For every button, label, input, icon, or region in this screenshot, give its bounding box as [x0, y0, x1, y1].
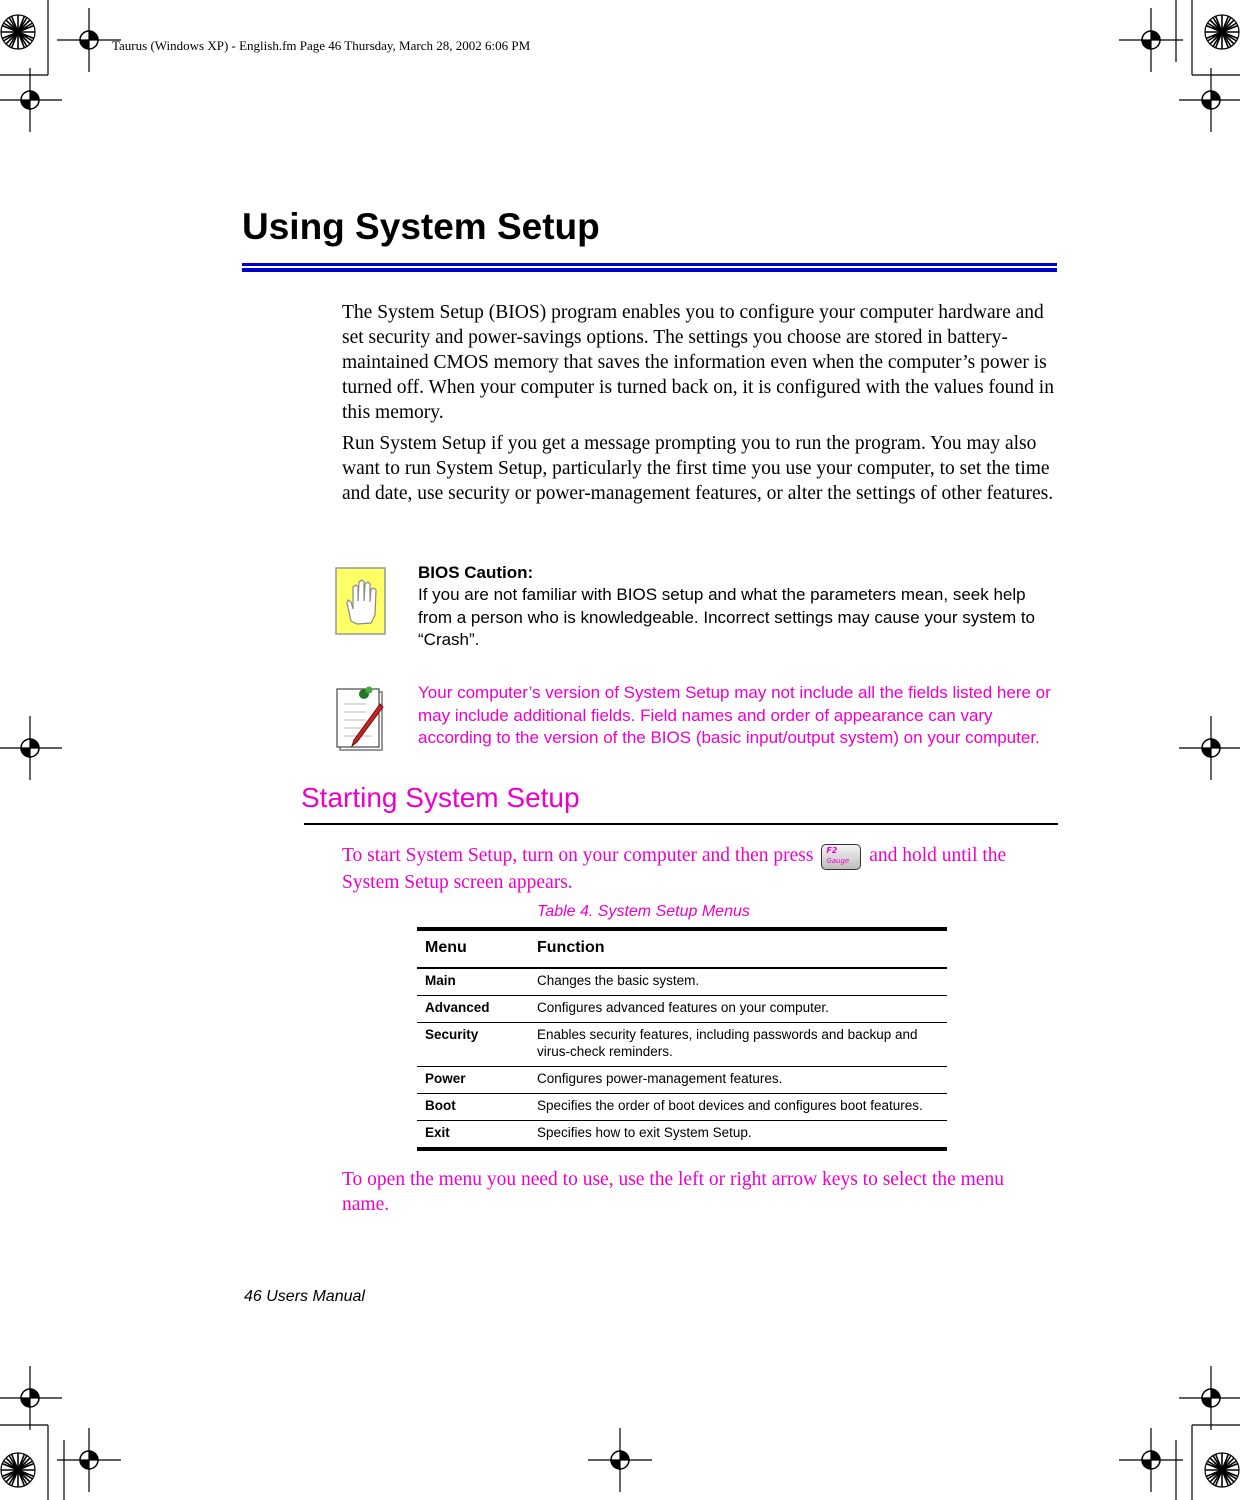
open-menu-instructions: To open the menu you need to use, use the left or right arrow keys to select the menu name.: [342, 1169, 1004, 1215]
section-title: Starting System Setup: [301, 782, 580, 813]
intro-paragraph-1: The System Setup (BIOS) program enables you to configure your computer hardware and set security and power-savings options. The settings you choose are stored in battery-maintained CMOS memory that saves the information even when the computer’s power is turned off. When your computer is turned back on, it is configured with the values found in this memory.: [342, 302, 1054, 423]
start-text-after: and hold until the System Setup screen appears.: [342, 845, 1007, 893]
table-row: [417, 1023, 947, 1067]
menu-cell: Boot: [425, 1098, 456, 1113]
menu-cell: Power: [425, 1071, 466, 1086]
page-title: Using System Setup: [242, 206, 600, 247]
table-row: [417, 996, 947, 1023]
function-cell: Configures power-management features.: [537, 1071, 783, 1086]
menu-cell: Main: [425, 973, 456, 988]
caution-text: If you are not familiar with BIOS setup and what the parameters mean, seek help from a person who is knowledgeable. Incorrect settings may cause your system to “Crash”.: [418, 585, 1036, 649]
page-footer: 46 Users Manual: [244, 1288, 365, 1305]
header-function: Function: [537, 939, 605, 956]
start-instructions: [342, 843, 1054, 895]
function-cell: Configures advanced features on your computer.: [537, 1000, 829, 1015]
title-rule-thick: [242, 268, 1057, 272]
start-text-before: To start System Setup, turn on your computer and then press: [342, 845, 814, 866]
file-header: Taurus (Windows XP) - English.fm Page 46 Thursday, March 28, 2002 6:06 PM: [112, 38, 531, 53]
section-rule: [304, 823, 1058, 825]
caution-heading: BIOS Caution:: [418, 563, 534, 582]
menu-cell: Security: [425, 1027, 479, 1042]
note-text: Your computer’s version of System Setup may not include all the fields listed here or may include additional fields. Field names and order of appearance can vary according to the version of the BIOS (basic input/output system) on your computer.: [418, 683, 1051, 747]
f2-key-icon: [821, 844, 861, 870]
table-row: [417, 1067, 947, 1094]
function-cell: Enables security features, including passwords and backup and virus-check reminders.: [537, 1027, 918, 1059]
note-pen-icon: [336, 684, 388, 754]
system-setup-menus-table: [417, 927, 947, 1151]
stop-hand-icon: [335, 567, 387, 635]
function-cell: Changes the basic system.: [537, 973, 700, 988]
table-row: [417, 968, 947, 996]
menu-cell: Advanced: [425, 1000, 490, 1015]
table-caption: Table 4. System Setup Menus: [537, 903, 750, 920]
table-row: [417, 1121, 947, 1150]
function-cell: Specifies how to exit System Setup.: [537, 1125, 752, 1140]
key-bottom-label: Gauge: [826, 856, 850, 865]
key-top-label: F2: [826, 845, 838, 855]
intro-paragraph-2: Run System Setup if you get a message prompting you to run the program. You may also want to run System Setup, particularly the first time you use your computer, to set the time and date, use security or power-management features, or alter the settings of other features.: [342, 433, 1054, 504]
table-header-row: [417, 929, 947, 968]
function-cell: Specifies the order of boot devices and configures boot features.: [537, 1098, 923, 1113]
header-menu: Menu: [425, 939, 467, 956]
menu-cell: Exit: [425, 1125, 450, 1140]
title-rule-thin: [242, 263, 1057, 266]
table-row: [417, 1094, 947, 1121]
